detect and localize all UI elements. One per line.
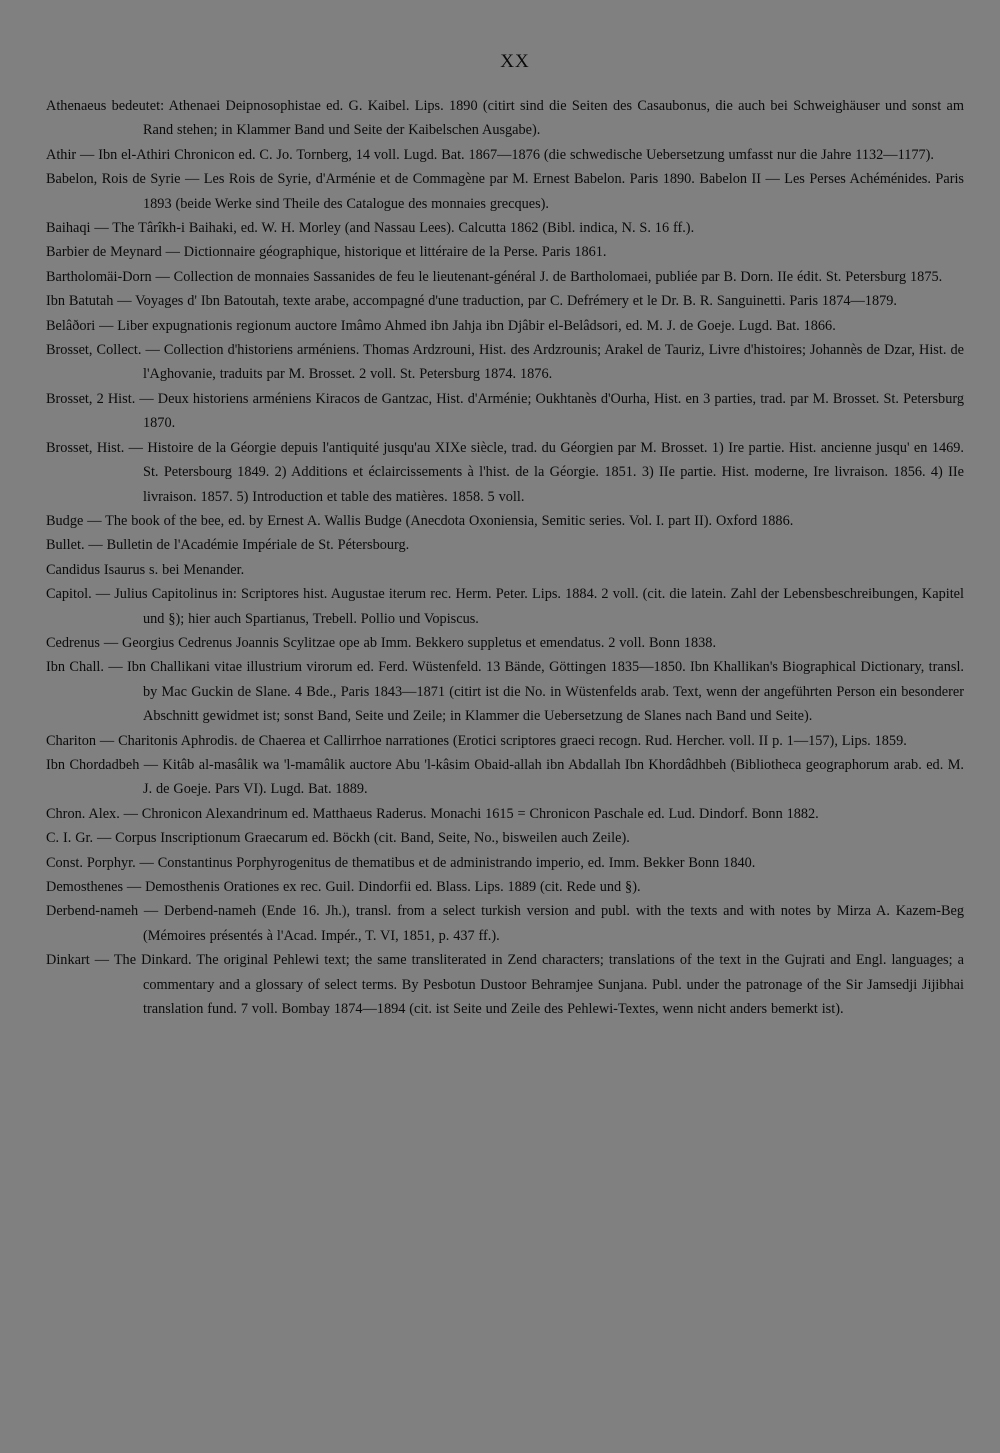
bibliography-entry: Brosset, Collect. — Collection d'historiens arméniens. Thomas Ardzrouni, Hist. des Ardzrounis; Arakel de Tauriz, Livre d'histoires; Johannès de Dzar, Hist. de l'Aghovanie, traduits par M. Brosset. 2 voll. St. Petersburg 1874. 1876. <box>46 342 964 383</box>
bibliography-entry: Babelon, Rois de Syrie — Les Rois de Syrie, d'Arménie et de Commagène par M. Ernest Babelon. Paris 1890. Babelon II — Les Perses Achéménides. Paris 1893 (beide Werke sind Theile des Catalogue des monnaies grecques). <box>46 171 964 212</box>
page-number: XX <box>500 51 530 72</box>
bibliography-entry: Barbier de Meynard — Dictionnaire géographique, historique et littéraire de la Perse. Paris 1861. <box>46 244 607 261</box>
bibliography-entry: Candidus Isaurus s. bei Menander. <box>46 561 245 578</box>
bibliography-entry: Cedrenus — Georgius Cedrenus Joannis Scylitzae ope ab Imm. Bekkero suppletus et emendatus. 2 voll. Bonn 1838. <box>46 634 717 651</box>
bibliography-entry: Demosthenes — Demosthenis Orationes ex rec. Guil. Dindorfii ed. Blass. Lips. 1889 (cit. Rede und §). <box>46 879 641 895</box>
bibliography-entry: Dinkart — The Dinkard. The original Pehlewi text; the same transliterated in Zend characters; translations of the text in the Gujrati and Engl. languages; a commentary and a glossary of select terms. By Pesbotun Dustoor Behramjee Sunjana. Publ. under the patronage of the Sir Jamsedji Jijibhai translation fund. 7 voll. Bombay 1874—1894 (cit. ist Seite und Zeile des Pehlewi-Textes, wenn nicht anders bemerkt ist). <box>46 952 964 1018</box>
bibliography-entry: Brosset, Hist. — Histoire de la Géorgie depuis l'antiquité jusqu'au XIXe siècle, trad. du Géorgien par M. Brosset. 1) Ire partie. Hist. ancienne jusqu' en 1469. St. Petersbourg 1849. 2) Additions et éclaircissements à l'hist. de la Géorgie. 1851. 3) IIe partie. Hist. moderne, Ire livraison. 1856. 4) IIe livraison. 1857. 5) Introduction et table des matières. 1858. 5 voll. <box>46 439 964 505</box>
bibliography-entry: Capitol. — Julius Capitolinus in: Scriptores hist. Augustae iterum rec. Herm. Peter. Lips. 1884. 2 voll. (cit. die latein. Zahl der Lebensbeschreibungen, Kapitel und §); hier auch Spartianus, Trebell. Pollio und Vopiscus. <box>46 586 964 627</box>
bibliography-entry: Budge — The book of the bee, ed. by Ernest A. Wallis Budge (Anecdota Oxoniensia, Semitic series. Vol. I. part II). Oxford 1886. <box>46 512 794 529</box>
bibliography-entry: Athenaeus bedeutet: Athenaei Deipnosophistae ed. G. Kaibel. Lips. 1890 (citirt sind die Seiten des Casaubonus, die auch bei Schweighäuser und sonst am Rand stehen; in Klammer Band und Seite der Kaibelschen Ausgabe). <box>46 98 964 139</box>
bibliography-entry: Derbend-nameh — Derbend-nameh (Ende 16. Jh.), transl. from a select turkish version and publ. with the texts and with notes by Mirza A. Kazem-Beg (Mémoires présentés à l'Acad. Impér., T. VI, 1851, p. 437 ff.). <box>46 903 964 944</box>
bibliography-entry: Brosset, 2 Hist. — Deux historiens arméniens Kiracos de Gantzac, Hist. d'Arménie; Oukhtanès d'Ourha, Hist. en 3 parties, trad. par M. Brosset. St. Petersburg 1870. <box>46 390 964 432</box>
bibliography-entry: Chron. Alex. — Chronicon Alexandrinum ed. Matthaeus Raderus. Monachi 1615 = Chronicon Paschale ed. Lud. Dindorf. Bonn 1882. <box>46 805 819 822</box>
bibliography-entry: Ibn Chall. — Ibn Challikani vitae illustrium virorum ed. Ferd. Wüstenfeld. 13 Bände, Göttingen 1835—1850. Ibn Khallikan's Biographical Dictionary, transl. by Mac Guckin de Slane. 4 Bde., Paris 1843—1871 (citirt ist die No. in Wüstenfelds arab. Text, wenn der angeführten Person ein besonderer Abschnitt gewidmet ist; sonst Band, Seite und Zeile; in Klammer die Uebersetzung de Slanes nach Band und Seite). <box>46 659 964 725</box>
bibliography-entry: C. I. Gr. — Corpus Inscriptionum Graecarum ed. Böckh (cit. Band, Seite, No., bisweilen auch Zeile). <box>46 830 630 847</box>
bibliography-entry: Athir — Ibn el-Athiri Chronicon ed. C. Jo. Tornberg, 14 voll. Lugd. Bat. 1867—1876 (die schwedische Uebersetzung umfasst nur die Jahre 1132—1177). <box>46 146 934 163</box>
bibliography-entry: Const. Porphyr. — Constantinus Porphyrogenitus de thematibus et de administrando imperio, ed. Imm. Bekker Bonn 1840. <box>46 854 756 871</box>
bibliography-entry: Bullet. — Bulletin de l'Académie Impériale de St. Pétersbourg. <box>46 537 410 554</box>
bibliography-entry: Baihaqi — The Târîkh-i Baihaki, ed. W. H. Morley (and Nassau Lees). Calcutta 1862 (Bibl. indica, N. S. 16 ff.). <box>46 220 695 237</box>
bibliography-entry: Chariton — Charitonis Aphrodis. de Chaerea et Callirrhoe narrationes (Erotici scriptores graeci recogn. Rud. Hercher. voll. II p. 1—157), Lips. 1859. <box>46 732 907 749</box>
bibliography-entry: Ibn Batutah — Voyages d' Ibn Batoutah, texte arabe, accompagné d'une traduction, par C. Defrémery et le Dr. B. R. Sanguinetti. Paris 1874—1879. <box>46 293 897 310</box>
bibliography-entry: Ibn Chordadbeh — Kitâb al-masâlik wa 'l-mamâlik auctore Abu 'l-kâsim Obaid-allah ibn Abdallah Ibn Khordâdhbeh (Bibliotheca geographorum arab. ed. M. J. de Goeje. Pars VI). Lugd. Bat. 1889. <box>46 756 964 798</box>
bibliography-entry: Bartholomäi-Dorn — Collection de monnaies Sassanides de feu le lieutenant-général J. de Bartholomaei, publiée par B. Dorn. IIe édit. St. Petersburg 1875. <box>46 268 943 285</box>
bibliography-entry: Belâðori — Liber expugnationis regionum auctore Imâmo Ahmed ibn Jahja ibn Djâbir el-Belâdsori, ed. M. J. de Goeje. Lugd. Bat. 1866. <box>46 317 836 334</box>
bibliography-list <box>46 94 964 1021</box>
